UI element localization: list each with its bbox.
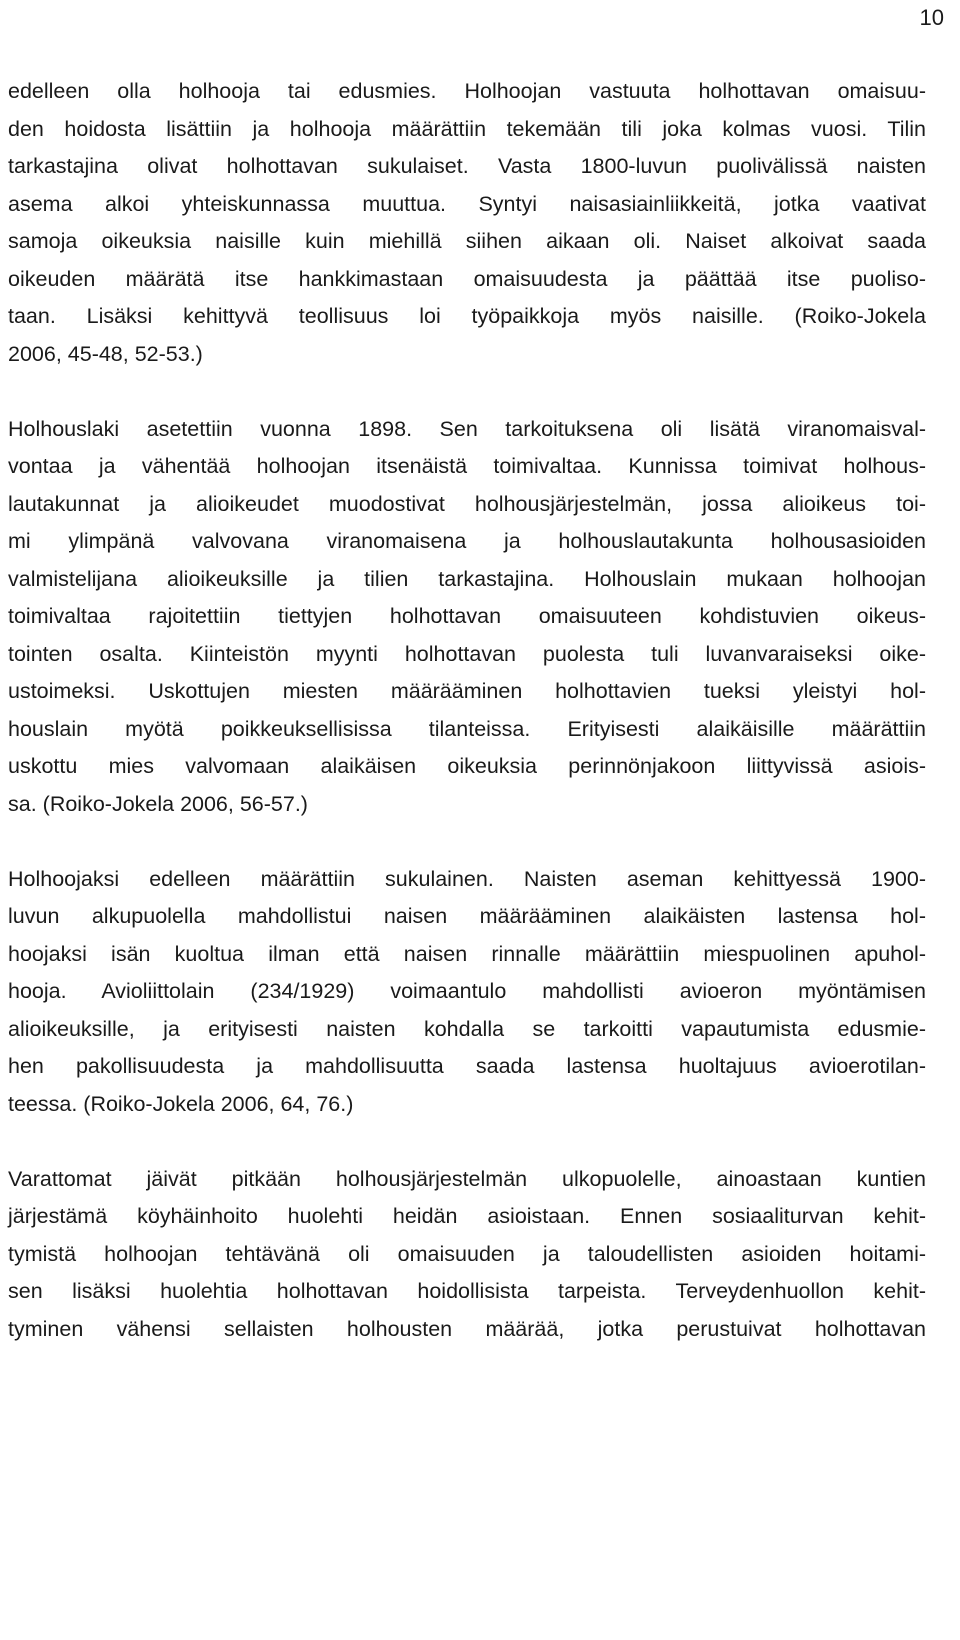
text-line: tyminen vähensi sellaisten holhousten määrää, jotka perustuivat holhottavan xyxy=(8,1316,926,1341)
text-line: edelleen olla holhooja tai edusmies. Holhoojan vastuuta holhottavan omaisuu- xyxy=(8,79,926,103)
paragraph-2 xyxy=(8,411,926,824)
text-line: den hoidosta lisättiin ja holhooja määrättiin tekemään tili joka kolmas vuosi. Tilin xyxy=(8,116,926,141)
text-line: tymistä holhoojan tehtävänä oli omaisuuden ja taloudellisten asioiden hoitami- xyxy=(8,1241,926,1266)
text-line: sen lisäksi huolehtia holhottavan hoidollisista tarpeista. Terveydenhuollon kehit- xyxy=(8,1279,926,1303)
text-line: Holhoojaksi edelleen määrättiin sukulainen. Naisten aseman kehittyessä 1900- xyxy=(8,866,926,891)
text-line: tarkastajina olivat holhottavan sukulaiset. Vasta 1800-luvun puolivälissä naisten xyxy=(8,154,926,178)
text-line: samoja oikeuksia naisille kuin miehillä siihen aikaan oli. Naiset alkoivat saada xyxy=(8,229,926,253)
paragraph-4 xyxy=(8,1161,926,1349)
text-line: ustoimeksi. Uskottujen miesten määrääminen holhottavien tueksi yleistyi hol- xyxy=(8,679,926,703)
text-line: Holhouslaki asetettiin vuonna 1898. Sen tarkoituksena oli lisätä viranomaisval- xyxy=(8,416,926,441)
text-line: vontaa ja vähentää holhoojan itsenäistä toimivaltaa. Kunnissa toimivat holhous- xyxy=(8,454,926,478)
text-line: taan. Lisäksi kehittyvä teollisuus loi työpaikkoja myös naisille. (Roiko-Jokela xyxy=(8,304,926,328)
text-line: sa. (Roiko-Jokela 2006, 56-57.) xyxy=(8,791,308,816)
paragraph-3 xyxy=(8,861,926,1124)
text-line: toimivaltaa rajoitettiin tiettyjen holhottavan omaisuuteen kohdistuvien oikeus- xyxy=(8,604,926,628)
text-line: järjestämä köyhäinhoito huolehti heidän asioistaan. Ennen sosiaaliturvan kehit- xyxy=(8,1204,926,1228)
text-line: mi ylimpänä valvovana viranomaisena ja holhouslautakunta holhousasioiden xyxy=(8,529,926,553)
text-line: uskottu mies valvomaan alaikäisen oikeuksia perinnönjakoon liittyvissä asiois- xyxy=(8,754,926,778)
text-line: hooja. Avioliittolain (234/1929) voimaantulo mahdollisti avioeron myöntämisen xyxy=(8,979,926,1003)
text-line: Varattomat jäivät pitkään holhousjärjestelmän ulkopuolelle, ainoastaan kuntien xyxy=(8,1166,926,1191)
paragraph-gap xyxy=(8,373,926,411)
paragraph-gap xyxy=(8,1123,926,1161)
text-line: lautakunnat ja alioikeudet muodostivat holhousjärjestelmän, jossa alioikeus toi- xyxy=(8,491,926,516)
text-line: houslain myötä poikkeuksellisissa tilanteissa. Erityisesti alaikäisille määrättiin xyxy=(8,716,926,741)
text-line: valmistelijana alioikeuksille ja tilien tarkastajina. Holhouslain mukaan holhoojan xyxy=(8,566,926,591)
text-line: teessa. (Roiko-Jokela 2006, 64, 76.) xyxy=(8,1091,354,1116)
text-line: 2006, 45-48, 52-53.) xyxy=(8,341,203,366)
text-line: tointen osalta. Kiinteistön myynti holhottavan puolesta tuli luvanvaraiseksi oike- xyxy=(8,641,926,666)
text-line: hoojaksi isän kuoltua ilman että naisen rinnalle määrättiin miespuolinen apuhol- xyxy=(8,941,926,966)
text-line: oikeuden määrätä itse hankkimastaan omaisuudesta ja päättää itse puoliso- xyxy=(8,266,926,291)
paragraph-1 xyxy=(8,73,926,373)
text-line: asema alkoi yhteiskunnassa muuttua. Syntyi naisasiainliikkeitä, jotka vaativat xyxy=(8,191,926,216)
document-body xyxy=(8,73,926,1348)
paragraph-gap xyxy=(8,823,926,861)
text-line: luvun alkupuolella mahdollistui naisen määrääminen alaikäisten lastensa hol- xyxy=(8,904,926,928)
text-line: alioikeuksille, ja erityisesti naisten kohdalla se tarkoitti vapautumista edusmie- xyxy=(8,1016,926,1041)
page-number: 10 xyxy=(919,5,944,30)
text-line: hen pakollisuudesta ja mahdollisuutta saada lastensa huoltajuus avioerotilan- xyxy=(8,1054,926,1078)
